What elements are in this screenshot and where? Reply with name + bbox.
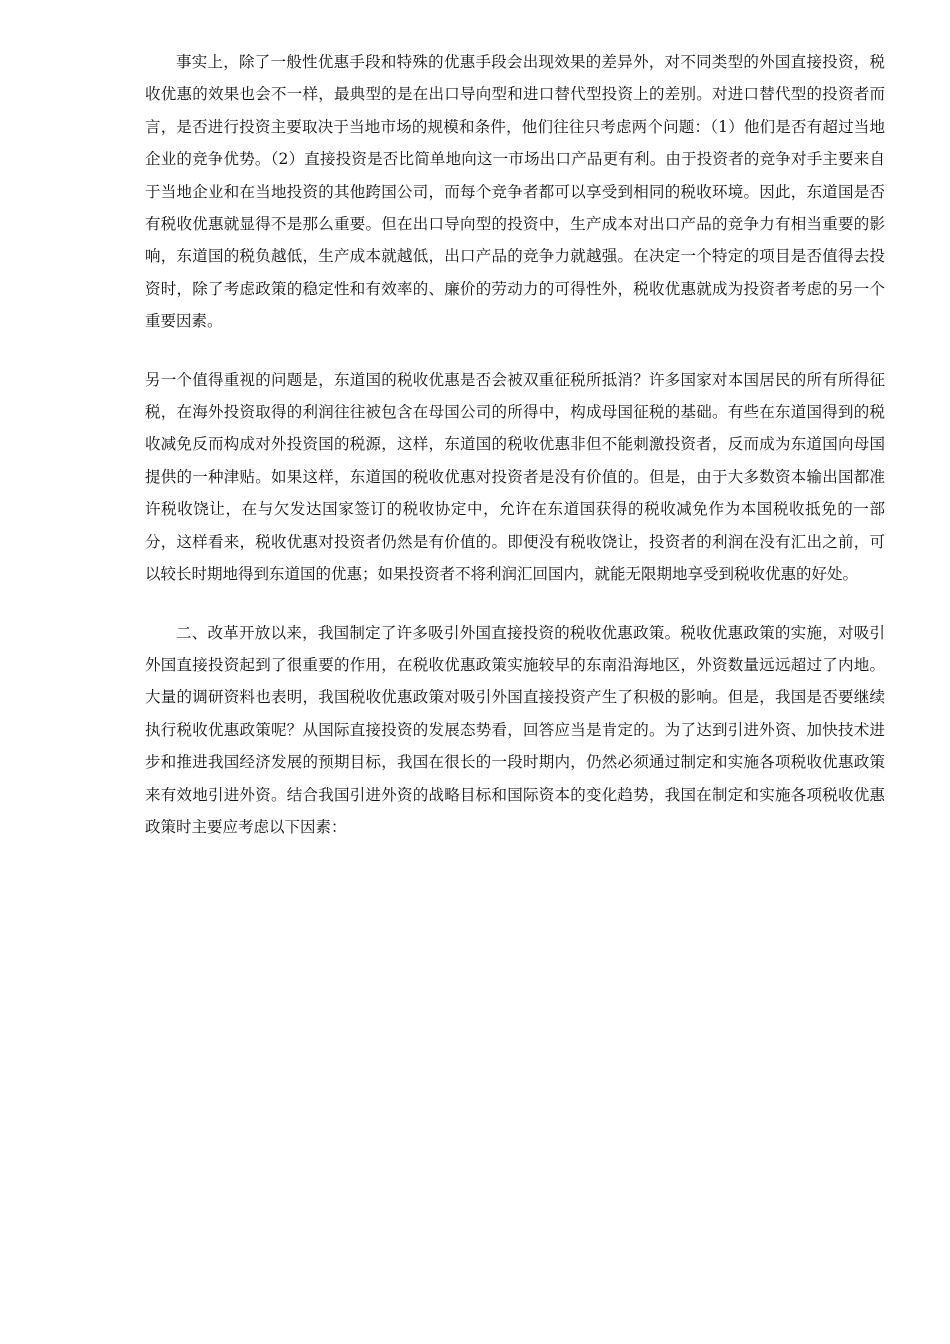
document-body	[145, 46, 885, 843]
paragraph-3: 二、改革开放以来，我国制定了许多吸引外国直接投资的税收优惠政策。税收优惠政策的实施，对吸引外国直接投资起到了很重要的作用，在税收优惠政策实施较早的东南沿海地区，外资数量远远超过了内地。大量的调研资料也表明，我国税收优惠政策对吸引外国直接投资产生了积极的影响。但是，我国是否要继续执行税收优惠政策呢？从国际直接投资的发展态势看，回答应当是肯定的。为了达到引进外资、加快技术进步和推进我国经济发展的预期目标，我国在很长的一段时期内，仍然必须通过制定和实施各项税收优惠政策来有效地引进外资。结合我国引进外资的战略目标和国际资本的变化趋势，我国在制定和实施各项税收优惠政策时主要应考虑以下因素：	[145, 623, 885, 836]
paragraph-1: 事实上，除了一般性优惠手段和特殊的优惠手段会出现效果的差异外，对不同类型的外国直接投资，税收优惠的效果也会不一样，最典型的是在出口导向型和进口替代型投资上的差别。对进口替代型的投资者而言，是否进行投资主要取决于当地市场的规模和条件，他们往往只考虑两个问题：（1）他们是否有超过当地企业的竞争优势。（2）直接投资是否比简单地向这一市场出口产品更有利。由于投资者的竞争对手主要来自于当地企业和在当地投资的其他跨国公司，而每个竞争者都可以享受到相同的税收环境。因此，东道国是否有税收优惠就显得不是那么重要。但在出口导向型的投资中，生产成本对出口产品的竞争力有相当重要的影响，东道国的税负越低，生产成本就越低，出口产品的竞争力就越强。在决定一个特定的项目是否值得去投资时，除了考虑政策的稳定性和有效率的、廉价的劳动力的可得性外，税收优惠就成为投资者考虑的另一个重要因素。	[145, 53, 885, 331]
paragraph-2: 另一个值得重视的问题是，东道国的税收优惠是否会被双重征税所抵消？许多国家对本国居民的所有所得征税，在海外投资取得的利润往往被包含在母国公司的所得中，构成母国征税的基础。有些在东道国得到的税收减免反而构成对外投资国的税源，这样，东道国的税收优惠非但不能刺激投资者，反而成为东道国向母国提供的一种津贴。如果这样，东道国的税收优惠对投资者是没有价值的。但是，由于大多数资本输出国都准许税收饶让，在与欠发达国家签订的税收协定中，允许在东道国获得的税收减免作为本国税收抵免的一部分，这样看来，税收优惠对投资者仍然是有价值的。即便没有税收饶让，投资者的利润在没有汇出之前，可以较长时期地得到东道国的优惠；如果投资者不将利润汇回国内，就能无限期地享受到税收优惠的好处。	[145, 370, 885, 584]
